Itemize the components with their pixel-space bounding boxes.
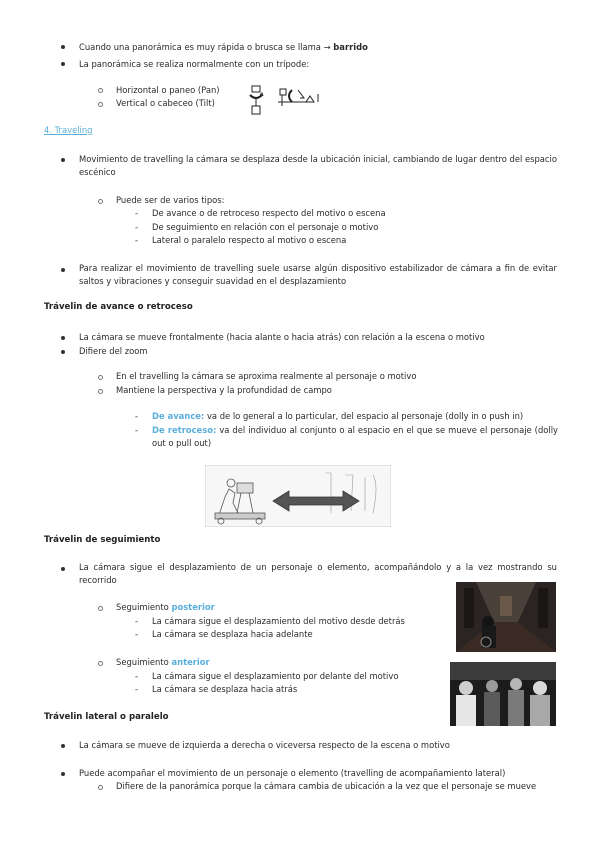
- corridor-photo: [456, 582, 556, 652]
- anterior-item: La cámara se desplaza hacia atrás: [152, 684, 298, 694]
- circle-bullet: [98, 102, 103, 107]
- anterior-prefix: Seguimiento: [116, 657, 169, 667]
- anterior-word: anterior: [171, 657, 210, 667]
- anterior-item: La cámara sigue el desplazamiento por delante del motivo: [152, 671, 399, 681]
- dash: -: [135, 671, 139, 681]
- dash: -: [135, 629, 139, 639]
- circle-bullet: [98, 375, 103, 380]
- avance-b2: Difiere del zoom: [79, 346, 148, 356]
- posterior-item: La cámara sigue el desplazamiento del motivo desde detrás: [152, 616, 405, 626]
- posterior-word: posterior: [171, 602, 215, 612]
- arrow-glyph: →: [323, 42, 331, 52]
- bullet: [61, 158, 65, 162]
- posterior-prefix: Seguimiento: [116, 602, 169, 612]
- circle-bullet: [98, 785, 103, 790]
- bullet: [61, 567, 65, 571]
- dash: -: [135, 235, 139, 245]
- dash: -: [135, 411, 139, 421]
- barrido-line: [79, 41, 368, 53]
- type-item: De seguimiento en relación con el personaje o motivo: [152, 222, 379, 232]
- posterior-line: [116, 601, 215, 613]
- dolly-out-line: [152, 424, 558, 450]
- bullet: [61, 772, 65, 776]
- stabilizer-text: Para realizar el movimiento de travelling suele usarse algún dispositivo estabilizador de cámara a fin de evitar saltos y vibraciones y conseguir suavidad en el desplazamiento: [79, 263, 557, 286]
- tripode-line: La panorámica se realiza normalmente con un trípode:: [79, 59, 310, 69]
- lateral-b1: La cámara se mueve de izquierda a derecha o viceversa respecto de la escena o motivo: [79, 740, 450, 750]
- circle-bullet: [98, 88, 103, 93]
- types-intro: Puede ser de varios tipos:: [116, 195, 225, 205]
- dolly-in-text: va de lo general a lo particular, del espacio al personaje (dolly in o push in): [206, 411, 524, 421]
- posterior-item: La cámara se desplaza hacia adelante: [152, 629, 313, 639]
- barrido-bold: barrido: [333, 42, 368, 52]
- avance-s2: Mantiene la perspectiva y la profundidad de campo: [116, 385, 332, 395]
- tilt-item: Vertical o cabeceo (Tilt): [116, 98, 215, 108]
- pan-item: Horizontal o paneo (Pan): [116, 85, 220, 95]
- pan-tilt-diagram-icon: [248, 78, 334, 118]
- avance-s1: En el travelling la cámara se aproxima realmente al personaje o motivo: [116, 371, 417, 381]
- label-de-avance: De avance:: [152, 411, 205, 421]
- anterior-line: [116, 656, 210, 668]
- dash: -: [135, 684, 139, 694]
- section-link-traveling[interactable]: 4. Traveling: [44, 125, 93, 135]
- barrido-text: Cuando una panorámica es muy rápida o brusca se llama: [79, 42, 321, 52]
- label-de-retroceso: De retroceso:: [152, 425, 217, 435]
- seguimiento-b1: La cámara sigue el desplazamiento de un personaje o elemento, acompañándolo y a la vez mostrando su recorrido: [79, 562, 557, 585]
- lateral-b2: Puede acompañar el movimiento de un personaje o elemento (travelling de acompañamiento lateral): [79, 768, 506, 778]
- circle-bullet: [98, 199, 103, 204]
- travelling-definition: Movimiento de travelling la cámara se desplaza desde la ubicación inicial, cambiando de lugar dentro del espacio escénico: [79, 154, 557, 177]
- bullet: [61, 268, 65, 272]
- avance-b1: La cámara se mueve frontalmente (hacia alante o hacia atrás) con relación a la escena o motivo: [79, 332, 485, 342]
- dash: -: [135, 616, 139, 626]
- dolly-out-text: va del individuo al conjunto o al espacio en el que se mueve el personaje (dolly out o pull out): [152, 425, 558, 448]
- circle-bullet: [98, 661, 103, 666]
- heading-avance: Trávelin de avance o retroceso: [44, 302, 193, 312]
- dash: -: [135, 208, 139, 218]
- crowd-photo: [450, 662, 556, 726]
- type-item: Lateral o paralelo respecto al motivo o escena: [152, 235, 347, 245]
- bullet: [61, 45, 65, 49]
- type-item: De avance o de retroceso respecto del motivo o escena: [152, 208, 386, 218]
- dolly-sketch-image: [205, 465, 391, 527]
- bullet: [61, 62, 65, 66]
- circle-bullet: [98, 389, 103, 394]
- bullet: [61, 350, 65, 354]
- heading-seguimiento: Trávelin de seguimiento: [44, 535, 161, 545]
- circle-bullet: [98, 606, 103, 611]
- dolly-in-line: [152, 410, 523, 422]
- lateral-s1: Difiere de la panorámica porque la cámara cambia de ubicación a la vez que el personaje se mueve: [116, 781, 537, 791]
- dash: -: [135, 222, 139, 232]
- dash: -: [135, 425, 139, 435]
- bullet: [61, 744, 65, 748]
- bullet: [61, 336, 65, 340]
- heading-lateral: Trávelin lateral o paralelo: [44, 712, 169, 722]
